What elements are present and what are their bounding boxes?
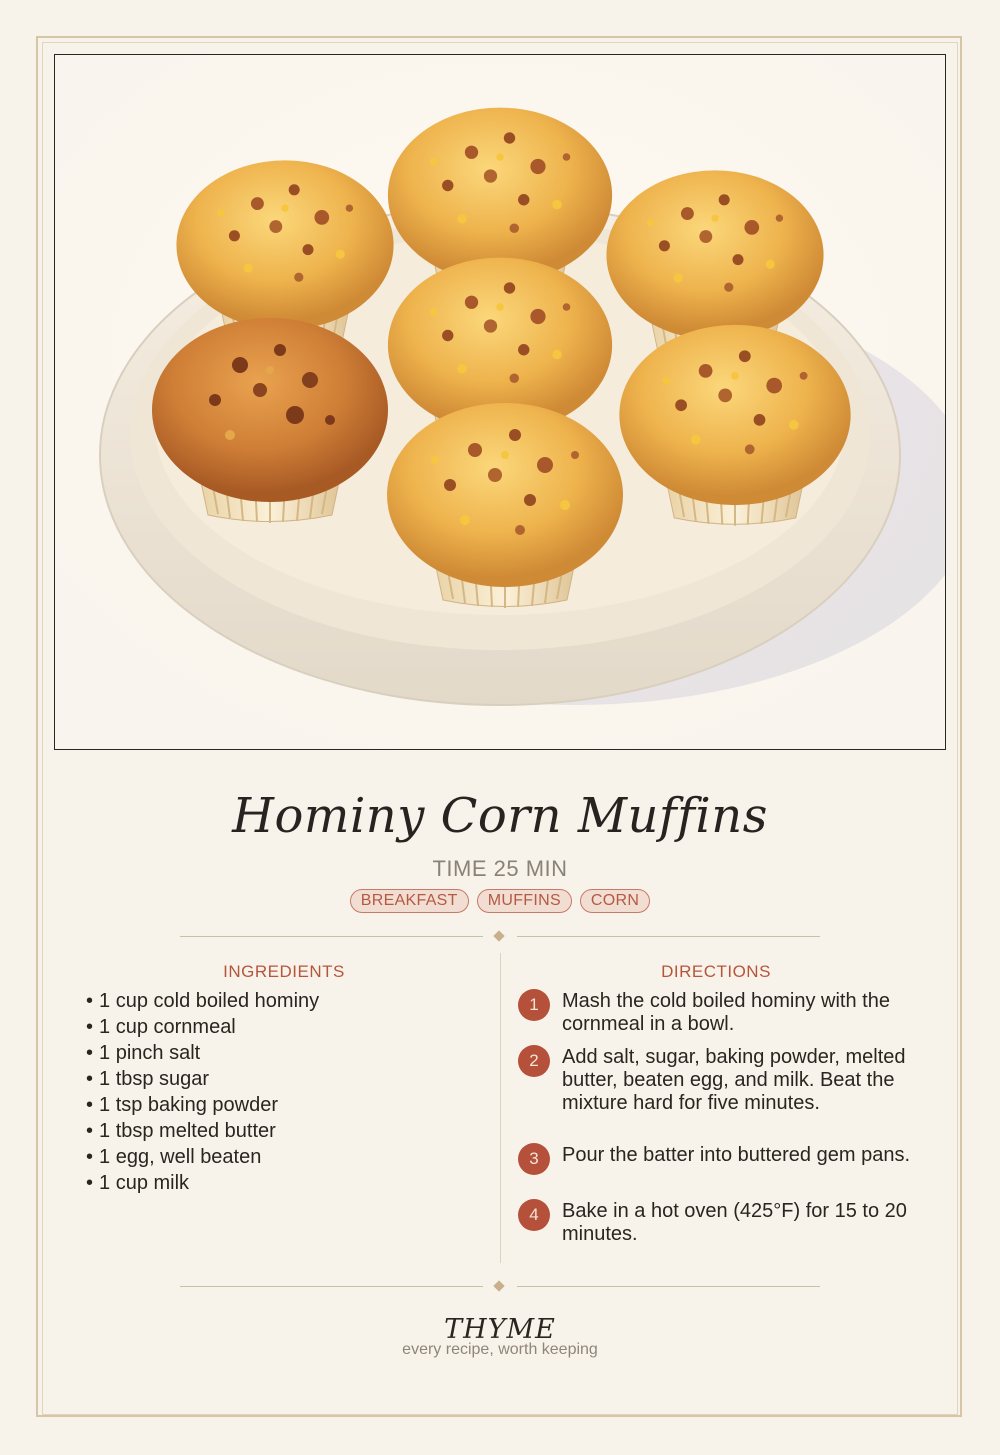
tag-breakfast[interactable]: BREAKFAST xyxy=(350,889,469,913)
section-divider-bottom xyxy=(180,1281,820,1293)
ingredient-item: • 1 cup milk xyxy=(86,1170,319,1196)
step-number-badge: 2 xyxy=(518,1045,550,1077)
recipe-time: TIME 25 MIN xyxy=(432,856,568,881)
step-number-badge: 1 xyxy=(518,989,550,1021)
section-divider-top xyxy=(180,931,820,943)
divider-diamond-icon xyxy=(493,1280,504,1291)
step-text: Mash the cold boiled hominy with the cornmeal in a bowl. xyxy=(562,990,890,1035)
directions-heading: DIRECTIONS xyxy=(661,962,771,981)
divider-diamond-icon xyxy=(493,930,504,941)
ingredients-heading: INGREDIENTS xyxy=(223,962,345,981)
column-divider xyxy=(500,953,501,1263)
brand-logo: THYME xyxy=(444,1314,556,1345)
tag-corn[interactable]: CORN xyxy=(580,889,650,913)
muffin-illustration xyxy=(55,55,945,749)
step-number-badge: 4 xyxy=(518,1199,550,1231)
recipe-title: Hominy Corn Muffins xyxy=(232,788,768,844)
step-number-badge: 3 xyxy=(518,1143,550,1175)
ingredient-item: • 1 tsp baking powder xyxy=(86,1092,319,1118)
brand-tagline: every recipe, worth keeping xyxy=(402,1341,598,1358)
tag-list xyxy=(0,889,1000,913)
step-text: Pour the batter into buttered gem pans. xyxy=(562,1144,910,1166)
ingredient-item: • 1 tbsp sugar xyxy=(86,1066,319,1092)
step-text: Add salt, sugar, baking powder, melted butter, beaten egg, and milk. Beat the mixture hard for five minutes. xyxy=(562,1046,906,1114)
ingredient-item: • 1 cup cornmeal xyxy=(86,1014,319,1040)
step-text: Bake in a hot oven (425°F) for 15 to 20 minutes. xyxy=(562,1200,907,1245)
tag-muffins[interactable]: MUFFINS xyxy=(477,889,572,913)
ingredient-item: • 1 pinch salt xyxy=(86,1040,319,1066)
ingredient-list xyxy=(86,988,319,1196)
ingredient-item: • 1 tbsp melted butter xyxy=(86,1118,319,1144)
ingredient-item: • 1 cup cold boiled hominy xyxy=(86,988,319,1014)
ingredient-item: • 1 egg, well beaten xyxy=(86,1144,319,1170)
recipe-hero-image xyxy=(54,54,946,750)
